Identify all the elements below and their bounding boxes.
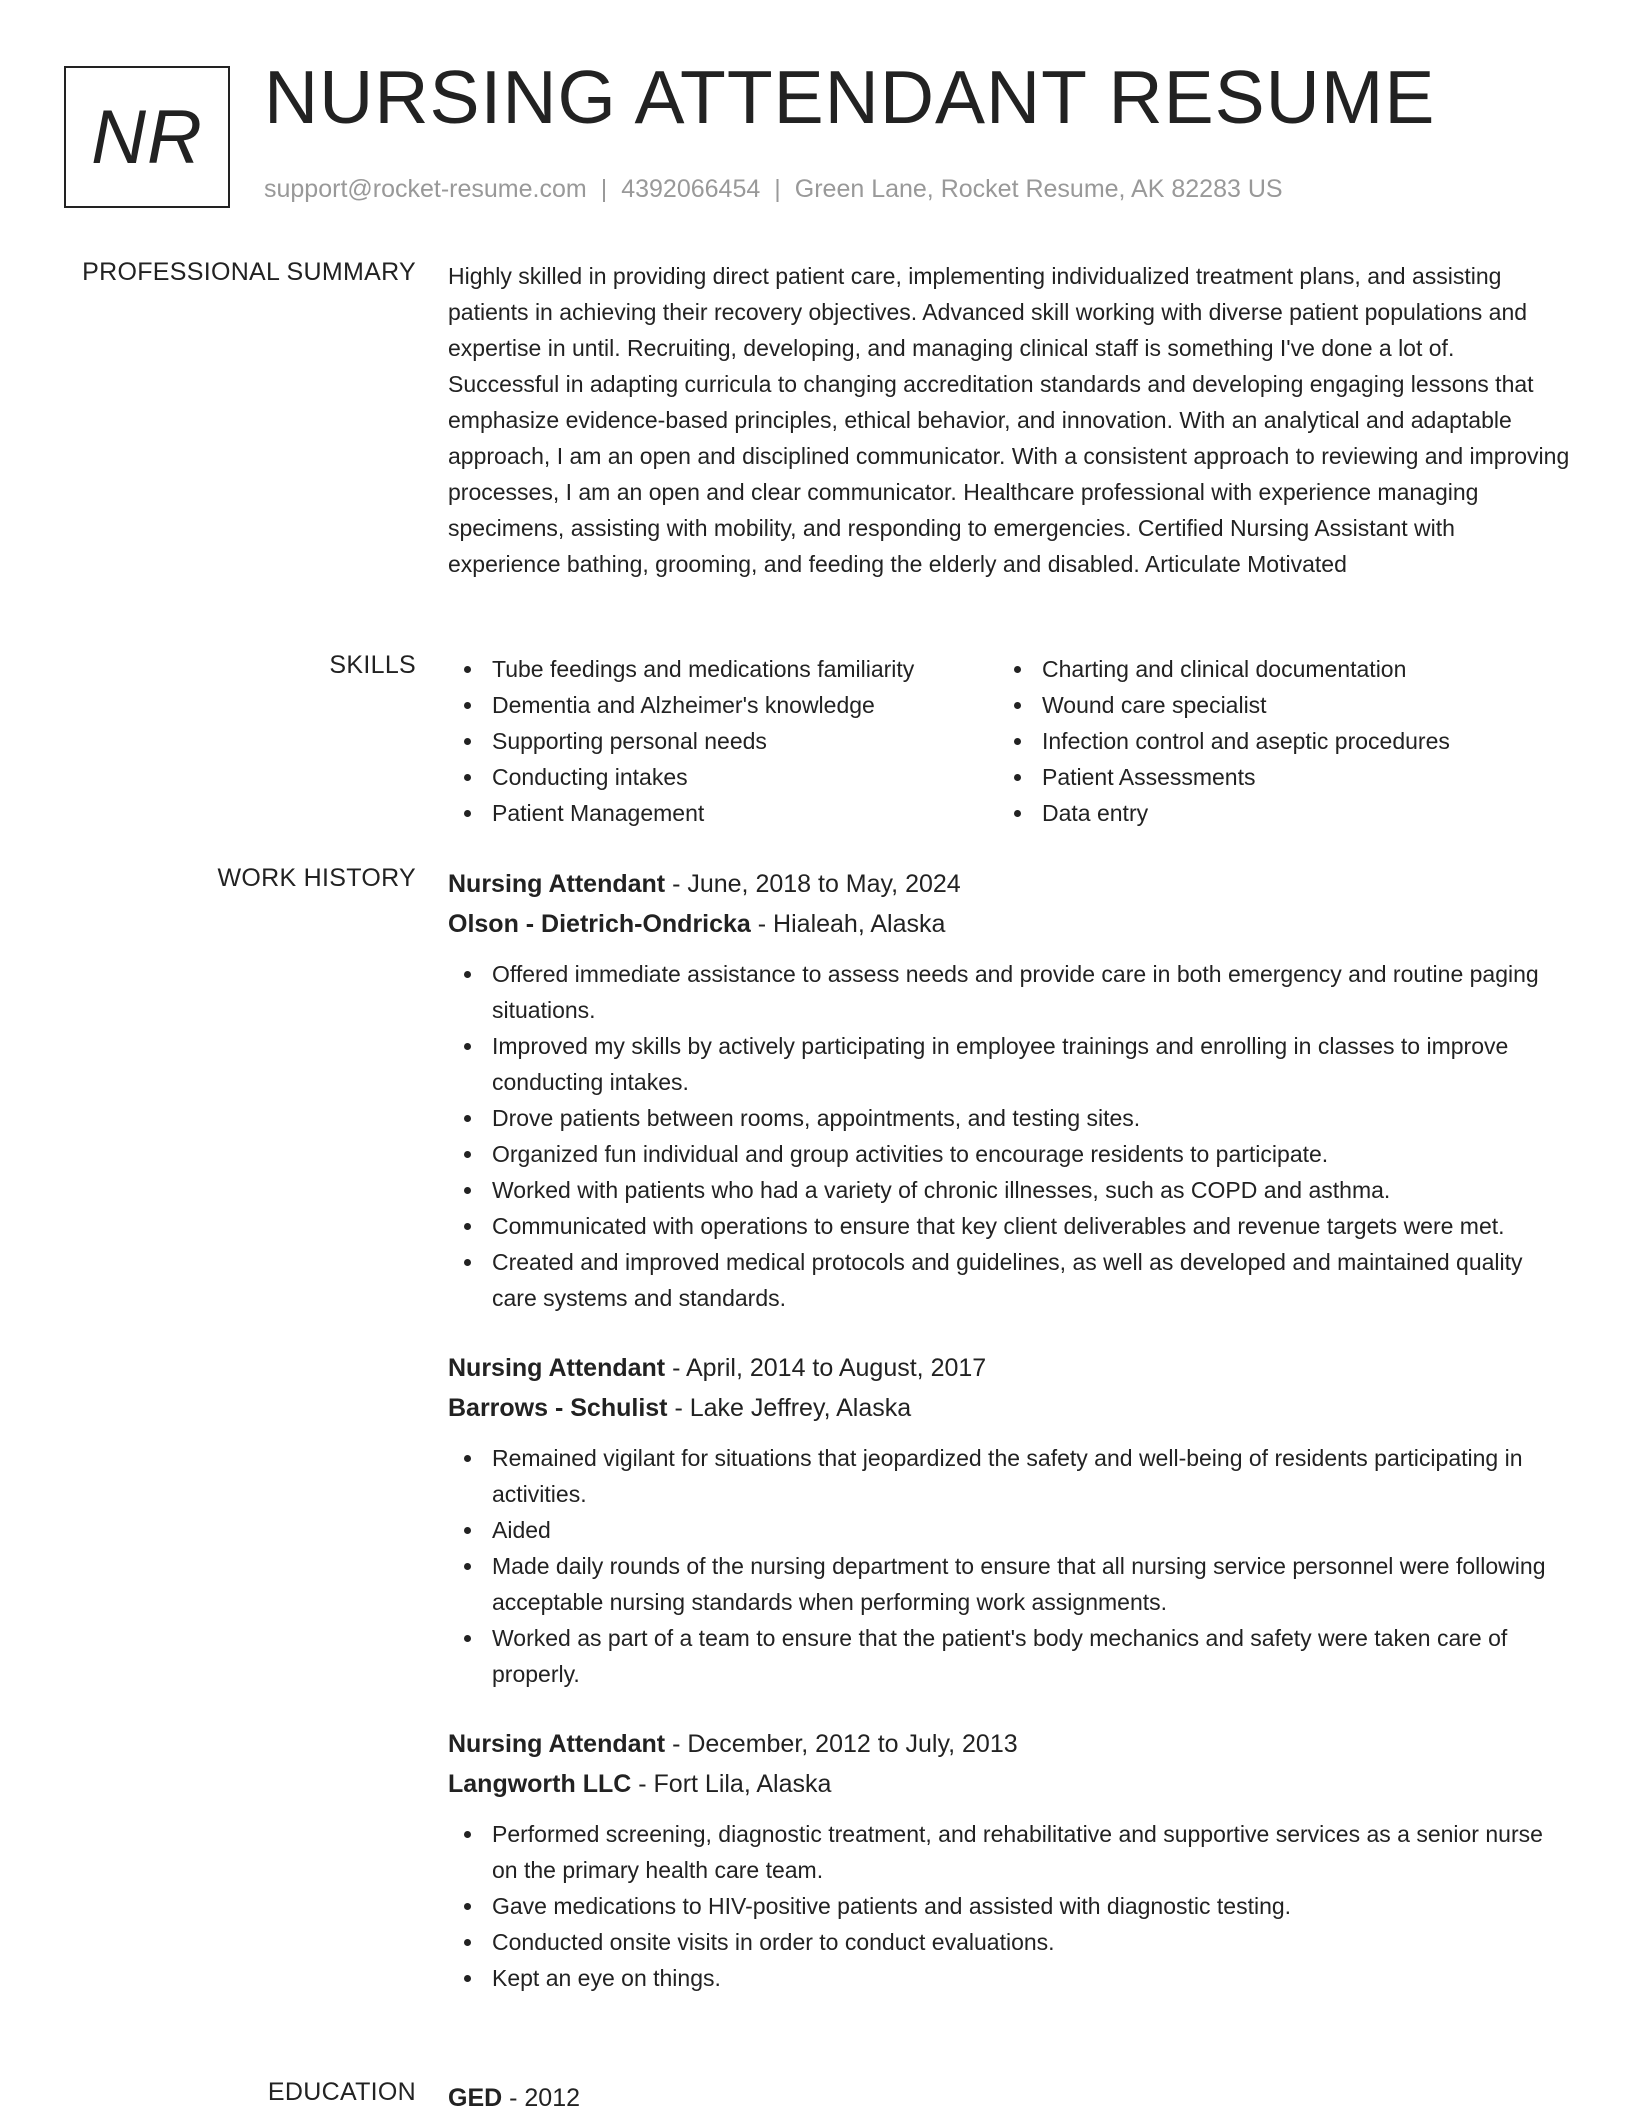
- job-duties: [448, 1440, 1570, 1692]
- duty-item: Worked as part of a team to ensure that the patient's body mechanics and safety were taken care of properly.: [448, 1620, 1570, 1692]
- contact-separator: |: [774, 175, 781, 203]
- job-title-line: [448, 1724, 1570, 1764]
- job-employer-line: [448, 1388, 1570, 1428]
- job-location: - Lake Jeffrey, Alaska: [667, 1394, 912, 1422]
- job-duties: [448, 1816, 1570, 1996]
- education-degree: GED: [448, 2084, 503, 2112]
- contact-email[interactable]: support@rocket-resume.com: [264, 175, 587, 203]
- duty-item: Conducted onsite visits in order to conduct evaluations.: [448, 1924, 1570, 1960]
- skills-columns: [448, 651, 1570, 831]
- job-dates: - April, 2014 to August, 2017: [665, 1354, 987, 1382]
- skill-item: Supporting personal needs: [448, 723, 998, 759]
- job-title: Nursing Attendant: [448, 1730, 666, 1758]
- skill-item: Patient Management: [448, 795, 998, 831]
- contact-separator: |: [600, 175, 608, 203]
- monogram-initials: NR: [91, 94, 203, 180]
- job-employer: Olson - Dietrich-Ondricka: [448, 910, 751, 938]
- job-employer-line: [448, 904, 1570, 944]
- skill-item: Wound care specialist: [998, 687, 1548, 723]
- section-heading-work-history: WORK HISTORY: [217, 864, 416, 892]
- job-employer: Langworth LLC: [448, 1770, 632, 1798]
- job-entry: [448, 1348, 1570, 1692]
- duty-item: Gave medications to HIV-positive patients and assisted with diagnostic testing.: [448, 1888, 1570, 1924]
- skills-list-right: [998, 651, 1548, 831]
- job-employer: Barrows - Schulist: [448, 1394, 668, 1422]
- duty-item: Performed screening, diagnostic treatment, and rehabilitative and supportive services as a senior nurse on the primary health care team.: [448, 1816, 1570, 1888]
- job-duties: [448, 956, 1570, 1316]
- duty-item: Created and improved medical protocols and guidelines, as well as developed and maintained quality care systems and standards.: [448, 1244, 1570, 1316]
- section-heading-education: EDUCATION: [267, 2078, 416, 2106]
- job-entry: [448, 864, 1570, 1316]
- skill-item: Data entry: [998, 795, 1548, 831]
- summary-text: Highly skilled in providing direct patient care, implementing individualized treatment plans, and assisting patients in achieving their recovery objectives. Advanced skill working with diverse patient populations and expertise in until. Recruiting, developing, and managing clinical staff is something I've done a lot of. Successful in adapting curricula to changing accreditation standards and developing engaging lessons that emphasize evidence-based principles, ethical behavior, and innovation. With an analytical and adaptable approach, I am an open and disciplined communicator. With a consistent approach to reviewing and improving processes, I am an open and clear communicator. Healthcare professional with experience managing specimens, assisting with mobility, and responding to emergencies. Certified Nursing Assistant with experience bathing, grooming, and feeding the elderly and disabled. Articulate Motivated: [448, 263, 1570, 577]
- skill-item: Tube feedings and medications familiarity: [448, 651, 998, 687]
- job-title-line: [448, 864, 1570, 904]
- job-title: Nursing Attendant: [448, 1354, 666, 1382]
- skills-list-left: [448, 651, 998, 831]
- duty-item: Worked with patients who had a variety of chronic illnesses, such as COPD and asthma.: [448, 1172, 1570, 1208]
- duty-item: Offered immediate assistance to assess needs and provide care in both emergency and routine paging situations.: [448, 956, 1570, 1028]
- contact-address: Green Lane, Rocket Resume, AK 82283 US: [794, 175, 1283, 203]
- section-heading-summary: PROFESSIONAL SUMMARY: [82, 258, 416, 286]
- job-title: Nursing Attendant: [448, 870, 666, 898]
- skill-item: Patient Assessments: [998, 759, 1548, 795]
- duty-item: Remained vigilant for situations that jeopardized the safety and well-being of residents participating in activities.: [448, 1440, 1570, 1512]
- job-employer-line: [448, 1764, 1570, 1804]
- monogram-box: [64, 66, 230, 208]
- duty-item: Organized fun individual and group activities to encourage residents to participate.: [448, 1136, 1570, 1172]
- duty-item: Made daily rounds of the nursing department to ensure that all nursing service personnel were following acceptable nursing standards when performing work assignments.: [448, 1548, 1570, 1620]
- skill-item: Dementia and Alzheimer's knowledge: [448, 687, 998, 723]
- duty-item: Communicated with operations to ensure that key client deliverables and revenue targets were met.: [448, 1208, 1570, 1244]
- education-line: [448, 2078, 1570, 2118]
- skill-item: Infection control and aseptic procedures: [998, 723, 1548, 759]
- resume-title: NURSING ATTENDANT RESUME: [264, 55, 1436, 139]
- education-year: - 2012: [502, 2084, 581, 2112]
- job-dates: - June, 2018 to May, 2024: [665, 870, 961, 898]
- duty-item: Aided: [448, 1512, 1570, 1548]
- contact-phone[interactable]: 4392066454: [621, 175, 761, 203]
- section-heading-skills: SKILLS: [329, 651, 416, 679]
- duty-item: Drove patients between rooms, appointments, and testing sites.: [448, 1100, 1570, 1136]
- duty-item: Improved my skills by actively participating in employee trainings and enrolling in classes to improve conducting intakes.: [448, 1028, 1570, 1100]
- skill-item: Charting and clinical documentation: [998, 651, 1548, 687]
- duty-item: Kept an eye on things.: [448, 1960, 1570, 1996]
- job-dates: - December, 2012 to July, 2013: [665, 1730, 1018, 1758]
- skill-item: Conducting intakes: [448, 759, 998, 795]
- job-title-line: [448, 1348, 1570, 1388]
- job-location: - Fort Lila, Alaska: [631, 1770, 832, 1798]
- job-entry: [448, 1724, 1570, 1996]
- contact-line: [264, 175, 1283, 204]
- job-location: - Hialeah, Alaska: [750, 910, 946, 938]
